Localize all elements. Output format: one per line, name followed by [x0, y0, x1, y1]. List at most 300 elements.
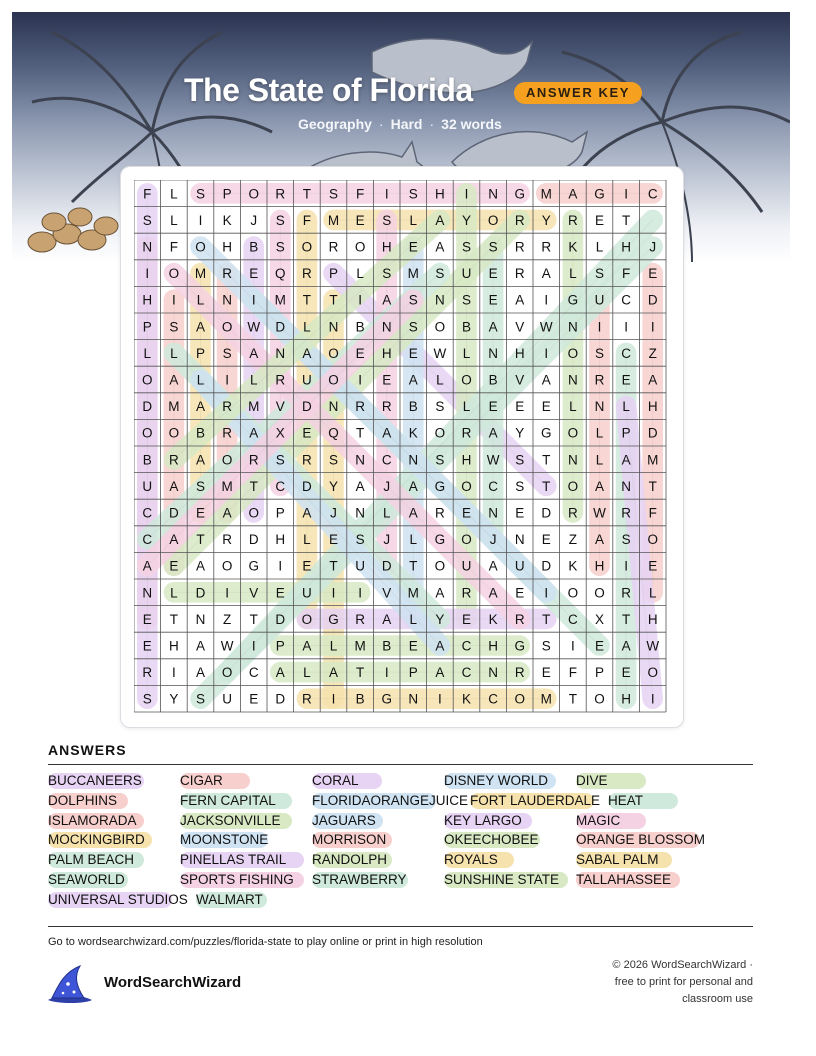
- grid-letter: L: [170, 585, 178, 601]
- grid-letter: A: [195, 558, 206, 574]
- grid-letter: B: [382, 638, 392, 654]
- grid-letter: R: [461, 425, 472, 441]
- grid-letter: L: [595, 239, 604, 255]
- grid-letter: H: [381, 345, 392, 361]
- grid-letter: S: [195, 478, 206, 494]
- grid-letter: U: [594, 292, 605, 308]
- grid-letter: E: [408, 638, 418, 654]
- grid-letter: A: [169, 478, 179, 494]
- grid-letter: L: [648, 585, 657, 601]
- grid-letter: N: [328, 319, 339, 335]
- grid-letter: L: [303, 665, 311, 681]
- grid-letter: S: [435, 452, 445, 468]
- grid-letter: K: [408, 425, 418, 441]
- word-count-label: 32 words: [441, 116, 502, 132]
- answer-word: DISNEY WORLD: [444, 773, 549, 788]
- grid-letter: B: [195, 425, 206, 441]
- copyright-line: classroom use: [682, 993, 753, 1005]
- grid-letter: S: [328, 452, 339, 468]
- grid-letter: O: [594, 585, 605, 601]
- grid-letter: W: [220, 638, 234, 654]
- grid-letter: L: [622, 399, 630, 415]
- grid-letter: O: [647, 665, 658, 681]
- grid-letter: A: [195, 399, 206, 415]
- grid-letter: E: [408, 345, 418, 361]
- grid-letter: A: [195, 319, 206, 335]
- grid-letter: T: [648, 478, 657, 494]
- grid-letter: O: [221, 665, 233, 681]
- grid-letter: A: [488, 558, 498, 574]
- grid-letter: E: [408, 239, 418, 255]
- grid-letter: S: [621, 532, 631, 548]
- grid-letter: O: [434, 425, 446, 441]
- answer-word: RANDOLPH: [312, 852, 388, 868]
- grid-letter: A: [328, 665, 339, 681]
- grid-letter: P: [222, 186, 232, 202]
- grid-letter: I: [597, 319, 602, 335]
- answer-word: MOCKINGBIRD: [48, 832, 145, 848]
- grid-letter: A: [275, 665, 285, 681]
- grid-letter: R: [514, 611, 525, 627]
- grid-letter: O: [248, 505, 259, 521]
- separator-dot: ·: [429, 116, 435, 132]
- grid-letter: L: [170, 212, 178, 228]
- grid-letter: O: [142, 425, 153, 441]
- grid-letter: C: [461, 665, 472, 681]
- grid-letter: S: [594, 266, 605, 282]
- answer-word: DOLPHINS: [48, 792, 118, 808]
- answer-word: PINELLAS TRAIL: [180, 852, 287, 868]
- grid-letter: U: [461, 266, 472, 282]
- grid-letter: B: [142, 452, 152, 468]
- grid-letter: E: [488, 292, 498, 308]
- grid-letter: T: [542, 611, 551, 627]
- grid-letter: T: [355, 425, 365, 441]
- grid-letter: C: [461, 638, 472, 654]
- grid-letter: W: [593, 505, 606, 521]
- grid-letter: G: [567, 292, 579, 308]
- answer-word: TALLAHASSEE: [576, 872, 672, 887]
- grid-letter: V: [275, 399, 285, 415]
- grid-letter: J: [383, 478, 391, 494]
- grid-letter: I: [438, 691, 442, 707]
- grid-letter: K: [568, 558, 578, 574]
- grid-letter: L: [249, 372, 258, 388]
- grid-letter: R: [302, 266, 312, 282]
- grid-letter: L: [170, 345, 178, 361]
- grid-letter: J: [489, 532, 497, 548]
- grid-letter: G: [434, 478, 446, 494]
- grid-letter: A: [435, 638, 445, 654]
- grid-letter: L: [462, 399, 471, 415]
- grid-letter: Z: [648, 345, 657, 361]
- grid-letter: O: [461, 532, 472, 548]
- grid-letter: O: [434, 319, 446, 335]
- grid-letter: T: [542, 478, 551, 494]
- grid-letter: B: [249, 239, 259, 255]
- footer-url-text: Go to wordsearchwizard.com/puzzles/florida-state to play online or print in high resolution: [48, 936, 483, 948]
- grid-letter: F: [143, 186, 152, 202]
- grid-letter: A: [408, 372, 418, 388]
- grid-letter: C: [621, 345, 631, 361]
- grid-letter: I: [278, 558, 283, 574]
- grid-letter: A: [435, 585, 445, 601]
- grid-letter: F: [355, 186, 365, 202]
- grid-letter: E: [461, 611, 472, 627]
- grid-letter: R: [328, 239, 339, 255]
- grid-letter: M: [407, 585, 419, 601]
- grid-letter: E: [648, 558, 658, 574]
- grid-letter: T: [329, 558, 338, 574]
- grid-letter: J: [250, 212, 258, 228]
- grid-letter: K: [488, 611, 498, 627]
- grid-letter: L: [382, 505, 391, 521]
- grid-letter: S: [142, 691, 152, 707]
- grid-letter: Y: [169, 691, 179, 707]
- grid-letter: I: [251, 638, 256, 654]
- grid-letter: O: [514, 691, 525, 707]
- grid-letter: T: [302, 292, 312, 308]
- grid-letter: U: [302, 372, 312, 388]
- grid-letter: H: [435, 186, 445, 202]
- grid-letter: A: [621, 638, 631, 654]
- answer-word: JACKSONVILLE: [180, 812, 281, 828]
- grid-letter: R: [302, 452, 312, 468]
- grid-letter: E: [648, 266, 658, 282]
- grid-letter: O: [328, 345, 339, 361]
- grid-letter: D: [647, 425, 658, 441]
- grid-letter: I: [225, 372, 229, 388]
- grid-letter: E: [515, 585, 525, 601]
- word-search-grid: [134, 180, 668, 714]
- grid-letter: K: [568, 239, 578, 255]
- grid-letter: N: [621, 478, 631, 494]
- grid-letter: S: [222, 345, 232, 361]
- grid-letter: M: [221, 478, 233, 494]
- grid-letter: O: [301, 239, 313, 255]
- grid-letter: A: [382, 292, 392, 308]
- grid-letter: O: [354, 239, 366, 255]
- grid-letter: P: [142, 319, 152, 335]
- grid-letter: E: [302, 558, 312, 574]
- wizard-hat-icon: [44, 962, 94, 1006]
- grid-letter: N: [142, 585, 153, 601]
- grid-letter: H: [169, 638, 179, 654]
- grid-letter: U: [142, 478, 153, 494]
- grid-letter: A: [195, 665, 206, 681]
- grid-letter: D: [248, 532, 259, 548]
- grid-letter: R: [381, 399, 392, 415]
- grid-letter: R: [568, 212, 578, 228]
- grid-letter: E: [142, 638, 152, 654]
- answer-word: KEY LARGO: [444, 812, 522, 828]
- grid-letter: T: [302, 186, 312, 202]
- grid-letter: R: [169, 452, 179, 468]
- answer-word: CORAL: [312, 773, 359, 788]
- grid-letter: P: [195, 345, 206, 361]
- subject-label: Geography: [298, 116, 372, 132]
- grid-letter: A: [435, 665, 445, 681]
- grid-letter: S: [515, 478, 525, 494]
- grid-letter: A: [382, 425, 392, 441]
- grid-letter: M: [274, 292, 286, 308]
- grid-letter: S: [382, 266, 392, 282]
- grid-letter: O: [195, 239, 206, 255]
- divider: [48, 926, 753, 927]
- answer-word: WALMART: [196, 891, 263, 907]
- grid-letter: C: [381, 452, 392, 468]
- grid-letter: E: [355, 345, 365, 361]
- grid-letter: P: [594, 665, 605, 681]
- grid-letter: X: [275, 425, 285, 441]
- grid-letter: H: [275, 532, 286, 548]
- grid-letter: J: [330, 505, 337, 521]
- answer-word: CIGAR: [180, 773, 223, 788]
- grid-letter: N: [328, 399, 339, 415]
- grid-letter: E: [541, 399, 551, 415]
- answer-word: OKEECHOBEE: [444, 832, 539, 848]
- grid-letter: I: [571, 638, 575, 654]
- answer-word: FORT LAUDERDALE: [470, 792, 601, 808]
- grid-letter: M: [168, 399, 180, 415]
- grid-letter: A: [488, 585, 498, 601]
- grid-letter: E: [195, 505, 206, 521]
- grid-letter: I: [624, 558, 628, 574]
- grid-letter: N: [435, 292, 445, 308]
- grid-letter: A: [435, 212, 445, 228]
- grid-letter: E: [621, 372, 631, 388]
- grid-letter: L: [409, 611, 418, 627]
- grid-letter: E: [621, 665, 631, 681]
- grid-letter: G: [594, 186, 605, 202]
- grid-letter: L: [329, 638, 338, 654]
- grid-letter: A: [621, 452, 631, 468]
- grid-letter: I: [331, 691, 336, 707]
- grid-letter: O: [142, 372, 153, 388]
- grid-letter: L: [436, 372, 444, 388]
- grid-letter: C: [488, 478, 498, 494]
- grid-letter: H: [142, 292, 153, 308]
- grid-letter: P: [275, 638, 285, 654]
- grid-letter: D: [541, 505, 552, 521]
- grid-letter: P: [328, 266, 339, 282]
- grid-letter: M: [248, 399, 260, 415]
- grid-letter: O: [567, 425, 579, 441]
- answer-word: UNIVERSAL STUDIOS: [48, 891, 188, 907]
- grid-letter: S: [275, 239, 285, 255]
- grid-letter: E: [249, 266, 259, 282]
- grid-letter: S: [408, 292, 418, 308]
- grid-letter: Y: [461, 212, 472, 228]
- grid-letter: L: [196, 372, 205, 388]
- grid-letter: E: [142, 611, 152, 627]
- grid-letter: W: [247, 319, 261, 335]
- grid-letter: Y: [435, 611, 445, 627]
- grid-letter: A: [169, 532, 179, 548]
- grid-letter: B: [408, 399, 418, 415]
- grid-letter: N: [355, 505, 365, 521]
- grid-letter: A: [594, 532, 605, 548]
- grid-letter: O: [594, 691, 605, 707]
- grid-letter: H: [381, 239, 392, 255]
- grid-letter: R: [222, 399, 232, 415]
- grid-letter: R: [514, 239, 525, 255]
- grid-letter: O: [567, 585, 579, 601]
- grid-letter: L: [462, 345, 471, 361]
- grid-letter: I: [624, 319, 628, 335]
- grid-letter: R: [142, 665, 153, 681]
- grid-letter: E: [594, 638, 605, 654]
- grid-letter: C: [142, 532, 153, 548]
- grid-letter: I: [544, 292, 549, 308]
- grid-letter: O: [221, 452, 233, 468]
- grid-letter: N: [355, 452, 365, 468]
- difficulty-label: Hard: [390, 116, 423, 132]
- grid-letter: T: [621, 212, 631, 228]
- grid-letter: B: [355, 319, 365, 335]
- grid-letter: R: [514, 665, 525, 681]
- grid-letter: O: [567, 478, 579, 494]
- grid-letter: R: [222, 532, 232, 548]
- grid-letter: T: [249, 478, 258, 494]
- grid-letter: H: [594, 558, 605, 574]
- grid-cells: [134, 180, 666, 712]
- grid-letter: A: [408, 478, 418, 494]
- dolphin-illustration: [302, 39, 587, 186]
- answer-word: HEAT: [608, 792, 644, 808]
- grid-letter: T: [249, 611, 258, 627]
- answer-word: JAGUARS: [312, 812, 376, 828]
- grid-letter: C: [488, 691, 498, 707]
- answers-heading: ANSWERS: [48, 742, 127, 758]
- grid-letter: I: [650, 319, 655, 335]
- grid-letter: U: [355, 558, 365, 574]
- grid-letter: I: [358, 292, 362, 308]
- grid-letter: I: [331, 585, 336, 601]
- grid-letter: I: [384, 665, 389, 681]
- answer-word: MORRISON: [312, 832, 387, 848]
- grid-letter: S: [142, 212, 152, 228]
- grid-letter: W: [433, 345, 447, 361]
- grid-letter: L: [170, 186, 178, 202]
- grid-letter: M: [194, 266, 207, 282]
- grid-letter: N: [275, 345, 286, 361]
- grid-letter: E: [488, 266, 498, 282]
- grid-letter: O: [487, 212, 499, 228]
- grid-letter: I: [624, 186, 628, 202]
- grid-letter: D: [381, 558, 392, 574]
- grid-letter: T: [568, 691, 578, 707]
- answer-word: SABAL PALM: [576, 852, 659, 868]
- grid-letter: N: [222, 292, 232, 308]
- grid-letter: I: [544, 345, 549, 361]
- copyright-text: [553, 957, 753, 1008]
- grid-letter: S: [435, 266, 445, 282]
- answer-word: ISLAMORADA: [48, 812, 137, 828]
- grid-letter: I: [358, 585, 362, 601]
- grid-letter: A: [541, 372, 551, 388]
- grid-letter: E: [355, 212, 365, 228]
- grid-letter: A: [541, 266, 551, 282]
- grid-letter: E: [488, 399, 498, 415]
- grid-letter: H: [461, 452, 472, 468]
- grid-letter: Y: [515, 425, 525, 441]
- grid-letter: O: [168, 266, 180, 282]
- grid-letter: K: [222, 212, 232, 228]
- grid-letter: L: [303, 532, 311, 548]
- grid-letter: M: [540, 186, 552, 202]
- grid-letter: N: [195, 611, 206, 627]
- grid-letter: S: [408, 319, 418, 335]
- grid-letter: I: [172, 665, 176, 681]
- grid-letter: O: [461, 372, 472, 388]
- grid-letter: L: [595, 452, 604, 468]
- grid-letter: T: [409, 558, 418, 574]
- grid-letter: D: [275, 319, 286, 335]
- answer-word: ROYALS: [444, 852, 498, 868]
- grid-letter: E: [302, 425, 312, 441]
- grid-letter: H: [647, 611, 658, 627]
- grid-letter: C: [647, 186, 658, 202]
- grid-letter: L: [356, 266, 364, 282]
- grid-letter: F: [621, 266, 631, 282]
- grid-letter: C: [248, 665, 259, 681]
- grid-letter: I: [384, 186, 389, 202]
- grid-letter: I: [650, 691, 655, 707]
- grid-letter: S: [328, 186, 339, 202]
- grid-letter: G: [381, 691, 392, 707]
- grid-letter: T: [621, 611, 631, 627]
- grid-letter: J: [383, 532, 391, 548]
- grid-letter: I: [544, 585, 549, 601]
- grid-letter: N: [568, 319, 578, 335]
- grid-letter: A: [249, 345, 259, 361]
- divider: [48, 764, 753, 765]
- answer-word: MOONSTONE: [180, 832, 269, 848]
- grid-letter: S: [461, 239, 472, 255]
- grid-letter: M: [327, 212, 340, 228]
- grid-letter: V: [249, 585, 259, 601]
- grid-letter: T: [329, 292, 338, 308]
- grid-letter: E: [382, 372, 392, 388]
- grid-letter: D: [275, 611, 286, 627]
- grid-letter: E: [594, 212, 605, 228]
- grid-letter: R: [275, 186, 286, 202]
- grid-letter: D: [169, 505, 179, 521]
- grid-letter: I: [358, 372, 362, 388]
- grid-letter: S: [275, 452, 285, 468]
- grid-letter: Z: [222, 611, 232, 627]
- grid-letter: E: [249, 691, 259, 707]
- grid-letter: R: [461, 585, 472, 601]
- grid-letter: G: [434, 532, 446, 548]
- grid-letter: X: [594, 611, 605, 627]
- grid-letter: D: [142, 399, 153, 415]
- grid-letter: F: [302, 212, 312, 228]
- grid-letter: M: [407, 266, 419, 282]
- grid-letter: L: [595, 425, 604, 441]
- grid-letter: H: [488, 638, 498, 654]
- grid-letter: N: [488, 665, 498, 681]
- grid-letter: T: [542, 452, 551, 468]
- grid-letter: N: [568, 452, 578, 468]
- grid-letter: O: [301, 611, 313, 627]
- grid-letter: M: [647, 452, 659, 468]
- grid-letter: W: [646, 638, 660, 654]
- grid-letter: N: [381, 319, 392, 335]
- grid-letter: U: [514, 558, 525, 574]
- grid-letter: O: [434, 558, 446, 574]
